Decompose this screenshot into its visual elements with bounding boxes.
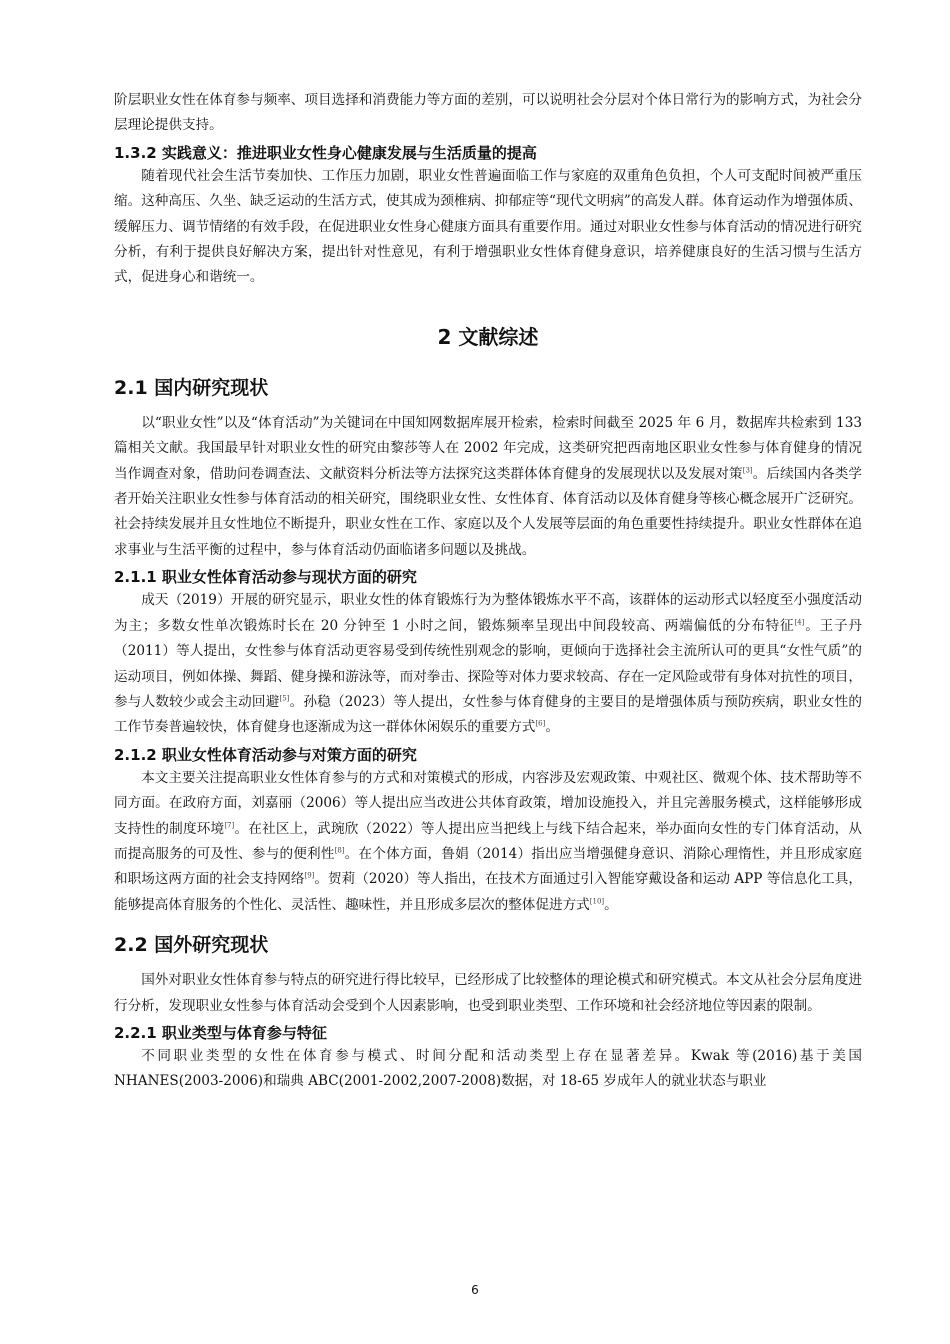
citation-ref: [8] bbox=[334, 846, 345, 855]
text-span: 。在个体方面，鲁娟（2014）指出应当增强健身意识、消除心理惰性，并且形成家庭和职场这两方面的社会支持网络 bbox=[114, 845, 862, 888]
paragraph: 阶层职业女性在体育参与频率、项目选择和消费能力等方面的差别，可以说明社会分层对个体日常行为的影响方式，为社会分层理论提供支持。 bbox=[114, 92, 862, 134]
paragraph: 不同职业类型的女性在体育参与模式、时间分配和活动类型上存在显著差异。Kwak 等(2016)基于美国 NHANES(2003-2006)和瑞典 ABC(2001-2002,2007-2008)数据，对 18-65 岁成年人的就业状态与职业 bbox=[114, 1047, 862, 1090]
section-heading-2-2-1: 2.2.1 职业类型与体育参与特征 bbox=[114, 1023, 327, 1042]
citation-ref: [6] bbox=[535, 719, 546, 728]
document-page bbox=[114, 88, 862, 1095]
text-span: 。王子丹（2011）等人提出，女性参与体育活动更容易受到传统性别观念的影响，更倾向于选择社会主流所认可的更具“女性气质”的运动项目，例如体操、舞蹈、健身操和游泳等，而对拳击、探险等对体力要求较高、存在一定风险或带有身体对抗性的项目，参与人数较少或会主动回避 bbox=[114, 617, 863, 710]
section-heading-1-3-2: 1.3.2 实践意义：推进职业女性身心健康发展与生活质量的提高 bbox=[114, 143, 537, 162]
section-heading-2-1: 2.1 国内研究现状 bbox=[114, 376, 269, 399]
text-span: 成天（2019）开展的研究显示，职业女性的体育锻炼行为为整体锻炼水平不高，该群体的运动形式以轻度至小强度活动为主；多数女性单次锻炼时长在 20 分钟至 1 小时之间，锻炼频率呈现出中间段较高、两端偏低的分布特征 bbox=[114, 592, 862, 634]
section-heading-2-2: 2.2 国外研究现状 bbox=[114, 934, 269, 957]
section-heading-2-1-1: 2.1.1 职业女性体育活动参与现状方面的研究 bbox=[114, 568, 417, 587]
section-heading-2-1-2: 2.1.2 职业女性体育活动参与对策方面的研究 bbox=[114, 745, 417, 764]
citation-ref: [3] bbox=[742, 466, 753, 475]
paragraph: 国外对职业女性体育参与特点的研究进行得比较早，已经形成了比较整体的理论模式和研究模式。本文从社会分层角度进行分析，发现职业女性参与体育活动会受到个人因素影响，也受到职业类型、工作环境和社会经济地位等因素的限制。 bbox=[114, 972, 862, 1014]
text-span: 。在社区上，武琬欣（2022）等人提出应当把线上与线下结合起来，举办面向女性的专门体育活动，从而提高服务的可及性、参与的便利性 bbox=[114, 820, 863, 862]
citation-ref: [10] bbox=[589, 897, 605, 906]
chapter-title: 2 文献综述 bbox=[437, 324, 539, 349]
citation-ref: [4] bbox=[794, 618, 805, 627]
text-span: 以“职业女性”以及“体育活动”为关键词在中国知网数据库展开检索，检索时间截至 2025 年 6 月，数据库共检索到 133 篇相关文献。我国最早针对职业女性的研究由黎莎等人在 2002 年完成，这类研究把西南地区职业女性参与体育健身的情况当作调查对象，借助问卷调查法、文献资料分析法等方法探究这类群体体育健身的发展现状以及发展对策 bbox=[114, 414, 862, 482]
text-span: 。后续国内各类学者开始关注职业女性参与体育活动的相关研究，围绕职业女性、女性体育、体育活动以及体育健身等核心概念展开广泛研究。社会持续发展并且女性地位不断提升，职业女性在工作、家庭以及个人发展等层面的角色重要性持续提升。职业女性群体在追求事业与生活平衡的过程中，参与体育活动仍面临诸多问题以及挑战。 bbox=[114, 465, 863, 558]
paragraph: 随着现代社会生活节奏加快、工作压力加剧，职业女性普遍面临工作与家庭的双重角色负担，个人可支配时间被严重压缩。这种高压、久坐、缺乏运动的生活方式，使其成为颈椎病、抑郁症等“现代文明病”的高发人群。体育运动作为增强体质、缓解压力、调节情绪的有效手段，在促进职业女性身心健康方面具有重要作用。通过对职业女性参与体育活动的情况进行研究分析，有利于提供良好解决方案，提出针对性意见，有利于增强职业女性体育健身意识，培养健康良好的生活习惯与生活方式，促进身心和谐统一。 bbox=[114, 167, 862, 286]
text-span: 。贺莉（2020）等人指出，在技术方面通过引入智能穿戴设备和运动 APP 等信息化工具，能够提高体育服务的个性化、灵活性、趣味性，并且形成多层次的整体促进方式 bbox=[114, 871, 862, 913]
citation-ref: [9] bbox=[304, 871, 315, 880]
text-span: 。孙稳（2023）等人提出，女性参与体育健身的主要目的是增强体质与预防疾病，职业女性的工作节奏普遍较快，体育健身也逐渐成为这一群体休闲娱乐的重要方式 bbox=[114, 693, 863, 736]
text-span: 。 bbox=[545, 719, 559, 736]
citation-ref: [5] bbox=[279, 694, 290, 703]
page-number: 6 bbox=[471, 1283, 479, 1297]
text-span: 本文主要关注提高职业女性体育参与的方式和对策模式的形成，内容涉及宏观政策、中观社区、微观个体、技术帮助等不同方面。在政府方面，刘嘉丽（2006）等人提出应当改进公共体育政策，增加设施投入，并且完善服务模式，这样能够形成支持性的制度环境 bbox=[114, 769, 862, 837]
paragraph bbox=[114, 766, 862, 918]
paragraph bbox=[114, 411, 862, 563]
citation-ref: [7] bbox=[224, 821, 235, 829]
text-span: 。 bbox=[604, 896, 618, 913]
paragraph bbox=[114, 588, 862, 740]
